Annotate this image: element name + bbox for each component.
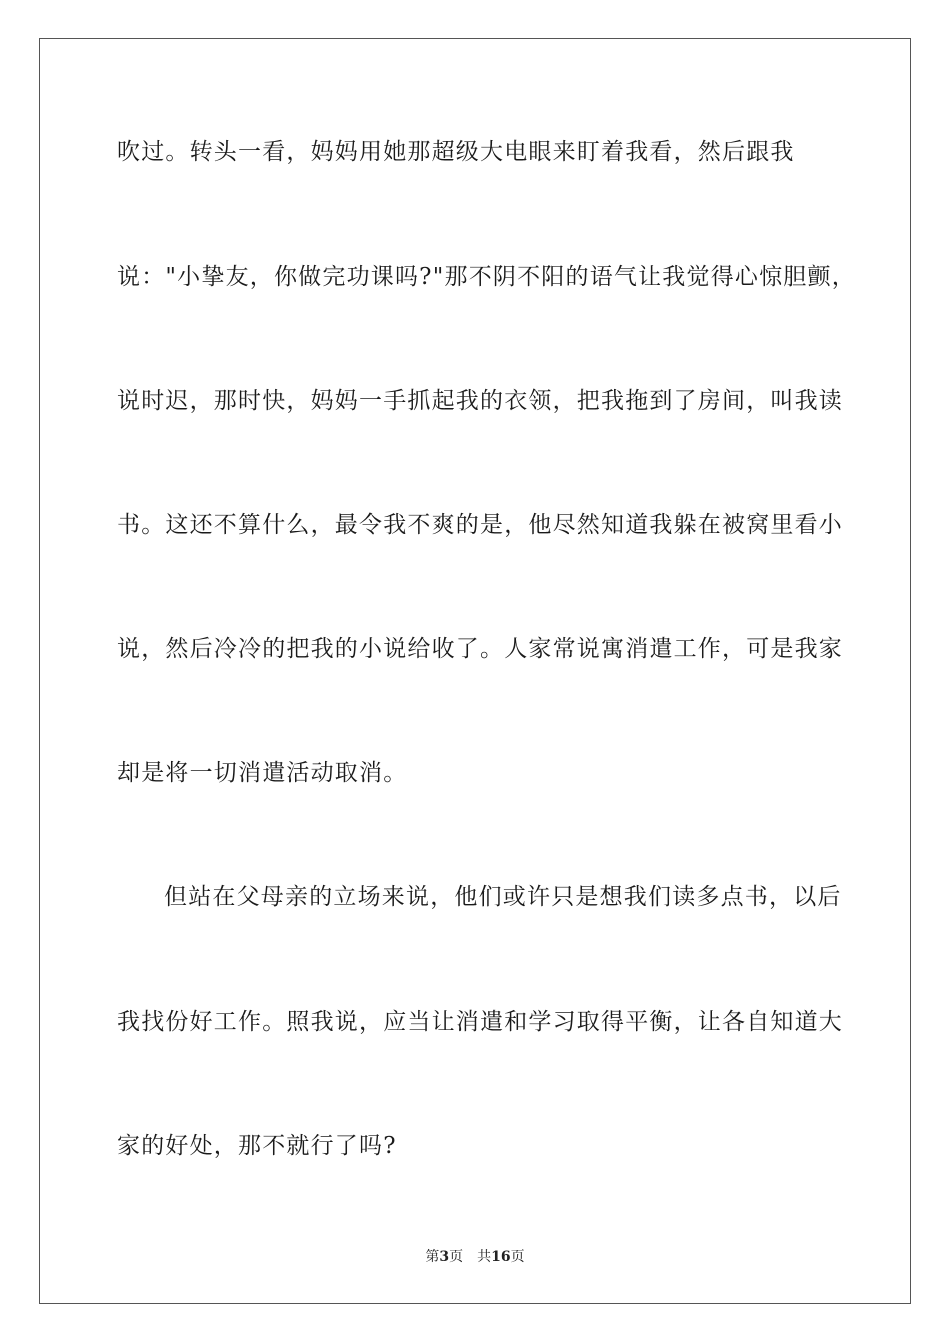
body-line-6: 却是将一切消遣活动取消。 [117, 760, 408, 786]
page-border [39, 38, 911, 1304]
page-number: 3 [439, 1249, 450, 1265]
page-footer [0, 1248, 950, 1266]
total-pages: 16 [491, 1249, 511, 1265]
body-line-4: 书。这还不算什么，最令我不爽的是，他尽然知道我躲在被窝里看小 [117, 512, 843, 538]
body-line-3: 说时迟，那时快，妈妈一手抓起我的衣领，把我拖到了房间，叫我读 [117, 388, 843, 414]
total-prefix: 共 [477, 1249, 492, 1265]
body-line-7: 但站在父母亲的立场来说，他们或许只是想我们读多点书，以后 [164, 884, 842, 910]
page-suffix: 页 [449, 1249, 464, 1265]
page-prefix: 第 [425, 1249, 440, 1265]
body-line-1: 吹过。转头一看，妈妈用她那超级大电眼来盯着我看，然后跟我 [117, 139, 795, 165]
total-suffix: 页 [510, 1249, 525, 1265]
body-line-9: 家的好处，那不就行了吗? [117, 1133, 397, 1159]
body-line-2: 说："小挚友，你做完功课吗?"那不阴不阳的语气让我觉得心惊胆颤， [117, 264, 856, 290]
body-line-8: 我找份好工作。照我说，应当让消遣和学习取得平衡，让各自知道大 [117, 1009, 843, 1035]
body-line-5: 说，然后冷冷的把我的小说给收了。人家常说寓消遣工作，可是我家 [117, 636, 843, 662]
